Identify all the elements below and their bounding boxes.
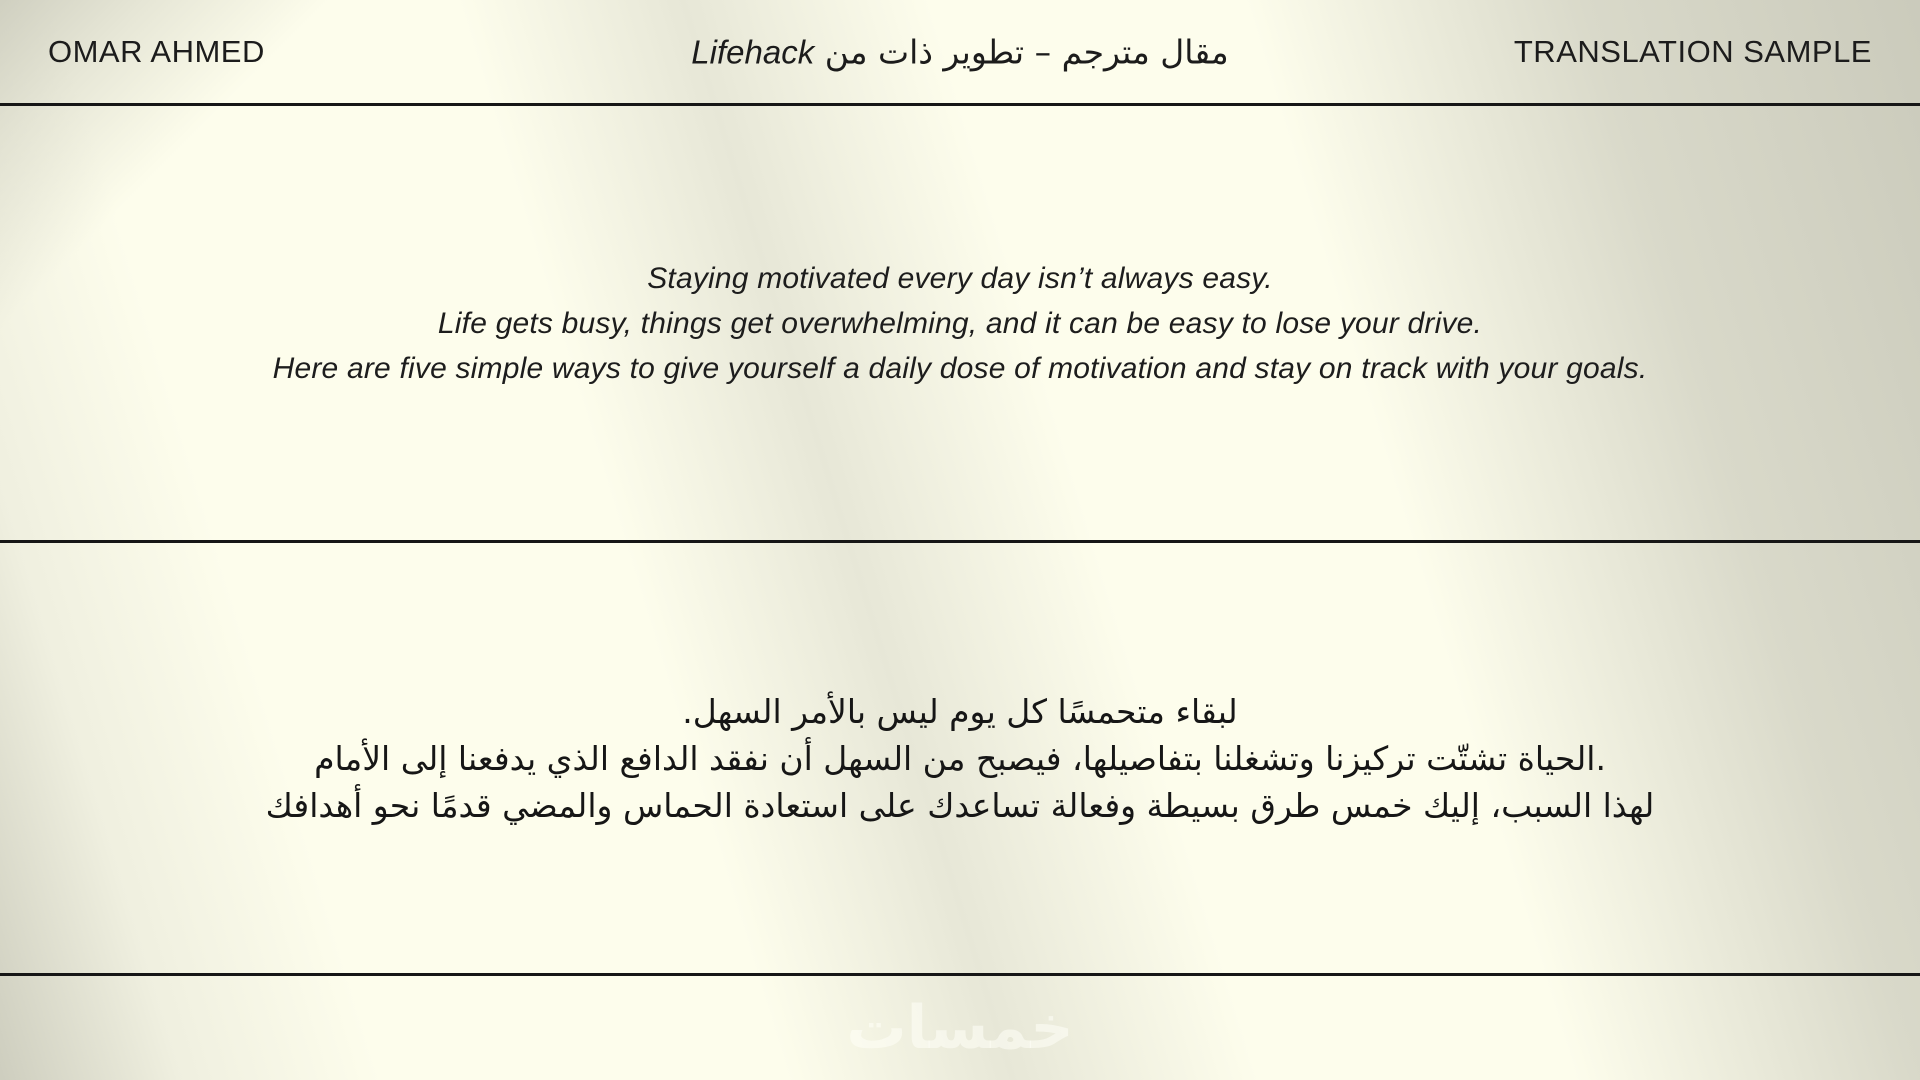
khamsat-logo-watermark: خمسات bbox=[846, 993, 1074, 1063]
translation-sample-label: TRANSLATION SAMPLE bbox=[1513, 33, 1872, 69]
arabic-line: .الحياة تشتّت تركيزنا وتشغلنا بتفاصيلها، فيصبح من السهل أن نفقد الدافع الذي يدفعنا إلى الأمام bbox=[314, 738, 1606, 778]
english-line: Here are five simple ways to give yourself a daily dose of motivation and stay on track with your goals. bbox=[272, 351, 1648, 385]
source-publication-name: Lifehack bbox=[691, 33, 815, 70]
header bbox=[0, 0, 1920, 103]
english-line: Life gets busy, things get overwhelming, and it can be easy to lose your drive. bbox=[437, 306, 1483, 340]
english-source-section bbox=[0, 106, 1920, 540]
document-title bbox=[691, 32, 1228, 71]
document-title-arabic: مقال مترجم – تطوير ذات من bbox=[824, 32, 1229, 71]
arabic-translation-section bbox=[0, 543, 1920, 973]
arabic-line: لبقاء متحمسًا كل يوم ليس بالأمر السهل. bbox=[682, 691, 1238, 731]
footer bbox=[0, 976, 1920, 1080]
arabic-line: لهذا السبب، إليك خمس طرق بسيطة وفعالة تساعدك على استعادة الحماس والمضي قدمًا نحو أهدافك bbox=[265, 785, 1655, 825]
english-line: Staying motivated every day isn’t always easy. bbox=[647, 261, 1273, 295]
author-name: OMAR AHMED bbox=[48, 33, 265, 69]
